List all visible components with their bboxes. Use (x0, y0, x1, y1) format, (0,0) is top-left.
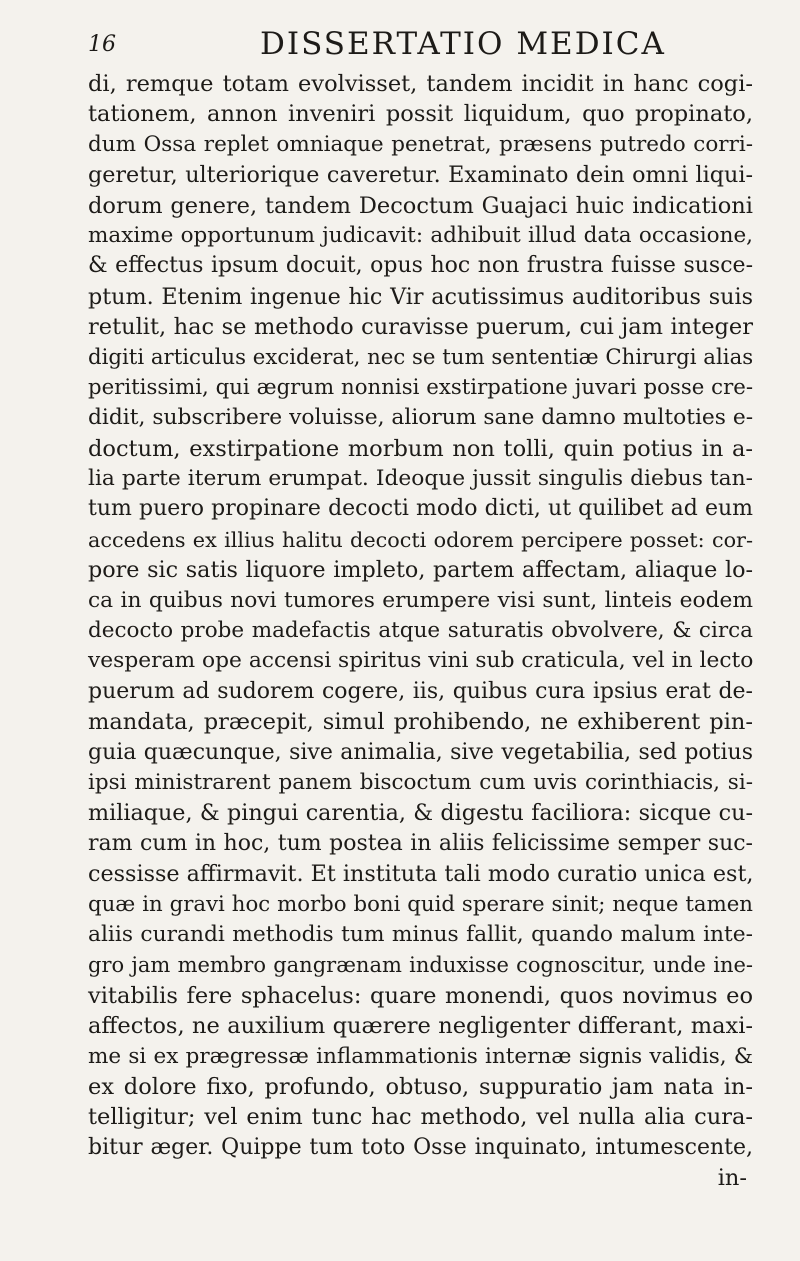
text-line: aliis curandi methodis tum minus fallit, quando malum inte- (88, 921, 753, 947)
text-line: di, remque totam evolvisset, tandem incidit in hanc cogi- (88, 71, 753, 97)
text-line: tum puero propinare decocti modo dicti, ut quilibet ad eum (88, 496, 753, 522)
text-line: me si ex prægressæ inflammationis internæ signis validis, & (88, 1043, 753, 1069)
text-line: accedens ex illius halitu decocti odorem percipere posset: cor- (88, 527, 753, 552)
text-line: in- (717, 1165, 747, 1192)
text-line: ipsi ministrarent panem biscoctum cum uvis corinthiacis, si- (88, 769, 753, 795)
text-line: ptum. Etenim ingenue hic Vir acutissimus auditoribus suis (88, 283, 753, 310)
text-line: guia quæcunque, sive animalia, sive vegetabilia, sed potius (88, 739, 753, 765)
text-line: digiti articulus exciderat, nec se tum sententiæ Chirurgi alias (88, 344, 754, 370)
text-line: ca in quibus novi tumores erumpere visi sunt, linteis eodem (88, 587, 753, 613)
text-line: & effectus ipsum docuit, opus hoc non frustra fuisse susce- (88, 253, 753, 279)
text-line: quæ in gravi hoc morbo boni quid sperare sinit; neque tamen (88, 891, 753, 917)
text-line: vitabilis fere sphacelus: quare monendi, quos novimus eo (88, 982, 753, 1009)
body-text (88, 69, 753, 1193)
text-line: ex dolore fixo, profundo, obtuso, suppuratio jam nata in- (88, 1073, 753, 1100)
page-number: 16 (88, 32, 116, 57)
text-line: geretur, ulteriorique caveretur. Examinato dein omni liqui- (88, 162, 753, 189)
text-line: pore sic satis liquore impleto, partem affectam, aliaque lo- (88, 557, 753, 584)
text-line: cessisse affirmavit. Et instituta tali modo curatio unica est, (88, 861, 754, 888)
text-line: bitur æger. Quippe tum toto Osse inquinato, intumescente, (88, 1134, 753, 1160)
text-line: miliaque, & pingui carentia, & digestu faciliora: sicque cu- (88, 800, 753, 827)
text-line: doctum, exstirpatione morbum non tolli, quin potius in a- (88, 435, 753, 462)
text-line: retulit, hac se methodo curavisse puerum, cui jam integer (88, 314, 753, 341)
running-head: DISSERTATIO MEDICA (260, 26, 666, 62)
page-header (88, 22, 750, 66)
text-line: gro jam membro gangrænam induxisse cognoscitur, unde ine- (88, 953, 753, 978)
text-line: telligitur; vel enim tunc hac methodo, vel nulla alia cura- (88, 1104, 753, 1131)
text-line: mandata, præcepit, simul prohibendo, ne exhiberent pin- (88, 709, 753, 736)
text-line: didit, subscribere voluisse, aliorum sane damno multoties e- (88, 405, 754, 431)
text-line: tationem, annon inveniri possit liquidum, quo propinato, (88, 101, 753, 128)
text-line: maxime opportunum judicavit: adhibuit illud data occasione, (88, 222, 753, 248)
text-line: puerum ad sudorem cogere, iis, quibus cura ipsius erat de- (88, 678, 753, 704)
text-line: peritissimi, qui ægrum nonnisi exstirpatione juvari posse cre- (88, 374, 753, 400)
text-line: ram cum in hoc, tum postea in aliis felicissime semper suc- (88, 830, 753, 856)
text-line: affectos, ne auxilium quærere negligenter differant, maxi- (88, 1013, 753, 1040)
text-line: lia parte iterum erumpat. Ideoque jussit singulis diebus tan- (88, 466, 753, 492)
text-line: vesperam ope accensi spiritus vini sub craticula, vel in lecto (88, 648, 754, 674)
text-line: dorum genere, tandem Decoctum Guajaci huic indicationi (88, 192, 753, 219)
text-line: decocto probe madefactis atque saturatis obvolvere, & circa (88, 618, 753, 644)
text-line: dum Ossa replet omniaque penetrat, præsens putredo corri- (88, 131, 753, 157)
